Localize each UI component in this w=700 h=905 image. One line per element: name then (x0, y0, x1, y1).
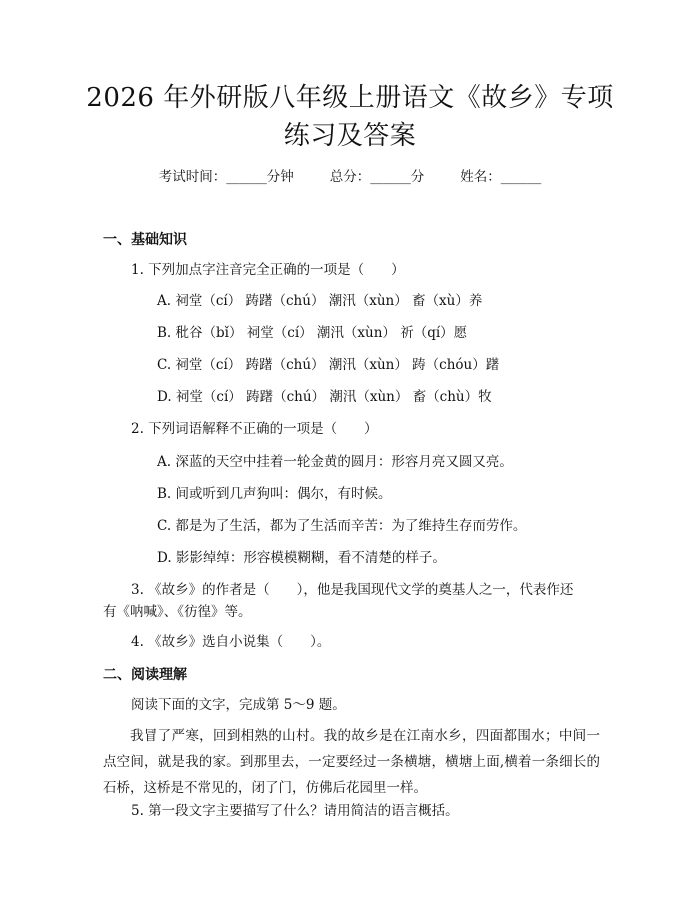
total-score-field: 总分：______分 (329, 169, 425, 185)
reading-instruction: 阅读下面的文字，完成第 5～9 题。 (131, 697, 346, 713)
question-3-line2: 有《呐喊》、《彷徨》等。 (103, 604, 252, 620)
section-heading-reading: 二、阅读理解 (103, 667, 187, 683)
question-2-stem: 2. 下列词语解释不正确的一项是（ ） (131, 421, 378, 437)
question-2-option-b: B. 间或听到几声狗叫：偶尔，有时候。 (157, 486, 392, 502)
document-title-line1: 2026 年外研版八年级上册语文《故乡》专项 (86, 83, 614, 113)
question-2-option-d: D. 影影绰绰：形容模模糊糊，看不清楚的样子。 (157, 550, 446, 566)
student-name-field: 姓名：______ (460, 169, 542, 185)
question-1-option-d: D. 祠堂（cí） 踌躇（chú） 潮汛（xùn） 畜（chù）牧 (157, 389, 492, 405)
question-1-option-a: A. 祠堂（cí） 踌躇（chú） 潮汛（xùn） 畜（xù）养 (157, 293, 483, 309)
question-3-line1: 3. 《故乡》的作者是（ ），他是我国现代文学的奠基人之一，代表作还 (131, 582, 574, 598)
exam-meta (0, 166, 700, 188)
document-title-line2: 练习及答案 (283, 121, 417, 151)
question-2-option-c: C. 都是为了生活，都为了生活而辛苦：为了维持生存而劳作。 (157, 518, 527, 534)
question-5: 5. 第一段文字主要描写了什么？请用简洁的语言概括。 (131, 803, 459, 819)
exam-time-field: 考试时间：______分钟 (158, 169, 294, 185)
question-1-option-b: B. 秕谷（bǐ） 祠堂（cí） 潮汛（xùn） 祈（qí）愿 (157, 325, 468, 341)
question-1-stem: 1. 下列加点字注音完全正确的一项是（ ） (131, 262, 405, 278)
question-4: 4. 《故乡》选自小说集（ ）。 (131, 634, 331, 650)
section-heading-basics: 一、基础知识 (103, 232, 187, 248)
reading-passage: 我冒了严寒，回到相熟的山村。我的故乡是在江南水乡，四面都围水；中间一点空间，就是我的家。到那里去，一定要经过一条横塘，横塘上面,横着一条细长的石桥，这桥是不常见的，闭了门，仿佛后花园里一样。 (103, 728, 600, 796)
question-1-option-c: C. 祠堂（cí） 踌躇（chú） 潮汛（xùn） 踌（chóu）躇 (157, 357, 500, 373)
question-2-option-a: A. 深蓝的天空中挂着一轮金黄的圆月：形容月亮又圆又亮。 (157, 454, 513, 470)
